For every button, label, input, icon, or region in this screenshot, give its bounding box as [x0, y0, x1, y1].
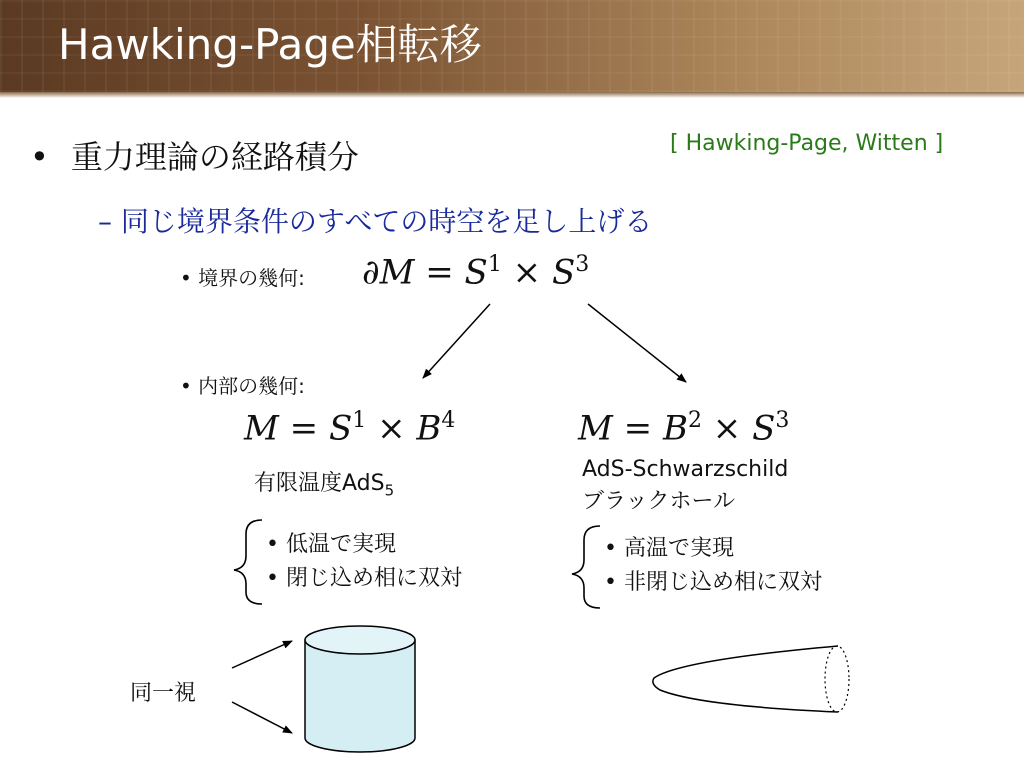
exponent: 3 — [775, 408, 790, 433]
ads-dimension: 5 — [384, 481, 395, 500]
left-brace — [234, 520, 262, 604]
ball-symbol: B — [662, 408, 688, 449]
equals-symbol: = — [289, 408, 319, 449]
boundary-label: • 境界の幾何: — [180, 266, 305, 290]
times-symbol: × — [377, 408, 406, 449]
exponent: 3 — [575, 252, 590, 277]
reference-citation: [ Hawking-Page, Witten ] — [670, 131, 944, 156]
cigar-shape — [653, 646, 849, 712]
list-item: • 高温で実現 — [604, 536, 734, 561]
sphere-symbol: S — [328, 408, 353, 449]
times-symbol: × — [712, 408, 742, 449]
times-symbol: × — [512, 252, 542, 293]
list-item: • 低温で実現 — [266, 532, 396, 557]
arrow-to-left — [423, 304, 490, 378]
sphere-symbol: S — [752, 408, 776, 449]
interior-label: • 内部の幾何: — [180, 374, 305, 398]
arrow-to-right — [588, 304, 686, 382]
slide-title: Hawking-Page相転移 — [58, 20, 482, 69]
sphere-symbol: S — [464, 252, 488, 293]
identify-arrow-bottom — [232, 702, 292, 733]
cylinder-shape — [305, 626, 415, 752]
black-hole-name-line1: AdS-Schwarzschild — [582, 457, 789, 482]
list-item: • 非閉じ込め相に双対 — [604, 570, 822, 595]
identify-label: 同一視 — [130, 681, 197, 706]
bullet-dot: • — [30, 138, 49, 176]
manifold-symbol: M — [578, 408, 613, 449]
right-brace — [572, 526, 600, 608]
exponent: 4 — [441, 408, 456, 433]
ball-symbol: B — [416, 408, 442, 449]
sub-bullet: – 同じ境界条件のすべての時空を足し上げる — [98, 205, 653, 238]
sphere-symbol: S — [551, 252, 576, 293]
ads-label: 有限温度AdS — [254, 471, 385, 496]
exponent: 1 — [487, 252, 502, 277]
manifold-symbol: M — [379, 252, 415, 293]
manifold-symbol: M — [244, 408, 279, 449]
black-hole-name-line2: ブラックホール — [582, 489, 736, 514]
main-bullet-text: 重力理論の経路積分 — [70, 138, 359, 176]
exponent: 1 — [352, 408, 367, 433]
list-item: • 閉じ込め相に双対 — [266, 566, 462, 591]
identify-arrow-top — [232, 641, 292, 668]
equals-symbol: = — [623, 408, 653, 449]
equals-symbol: = — [425, 252, 454, 293]
exponent: 2 — [687, 408, 702, 433]
partial-symbol: ∂ — [362, 252, 380, 293]
